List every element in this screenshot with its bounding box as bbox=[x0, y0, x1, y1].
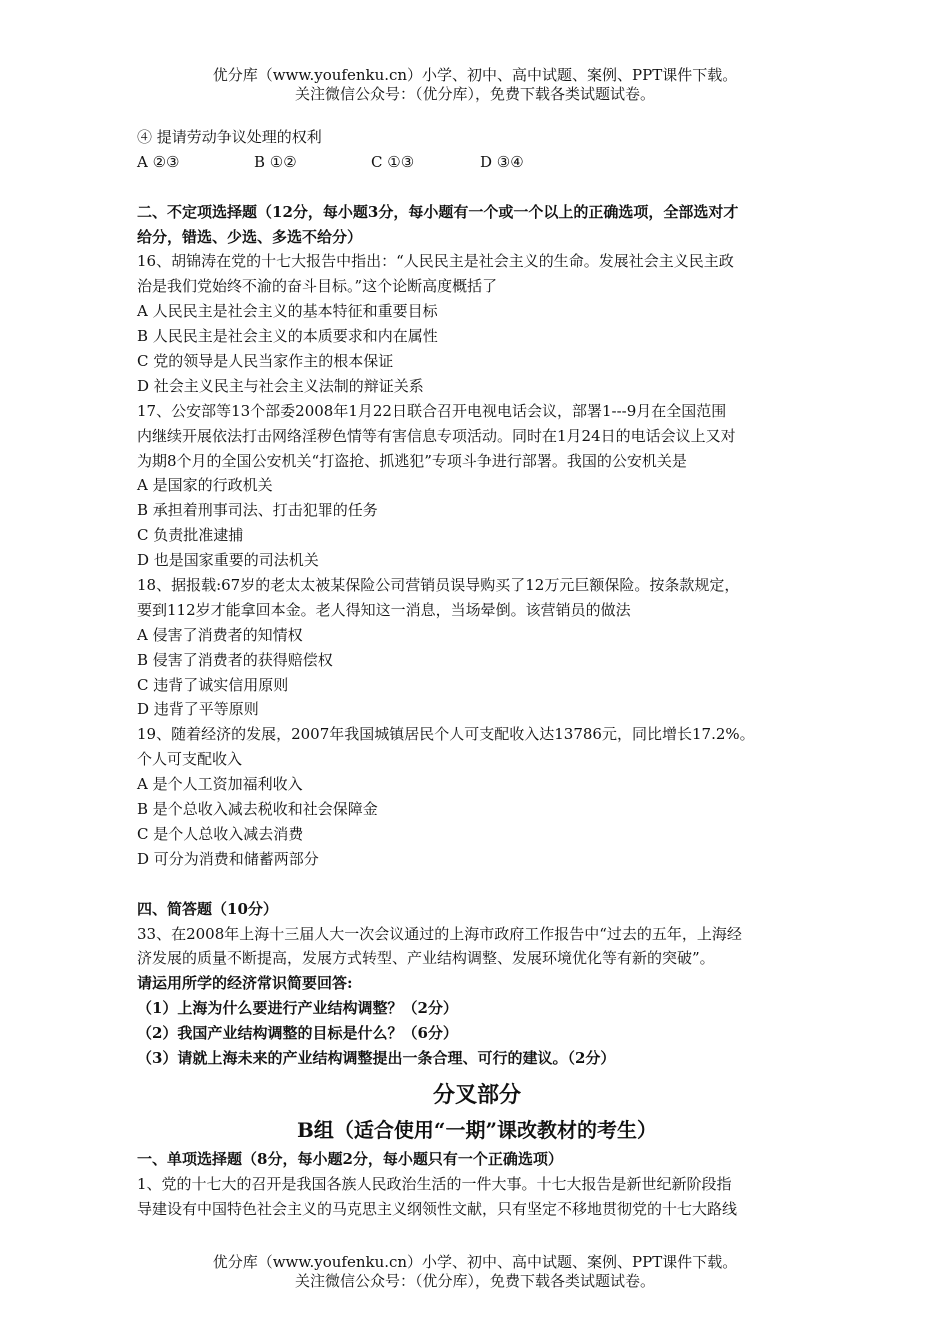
q33-stem-line2: 济发展的质量不断提高，发展方式转型、产业结构调整、发展环境优化等有新的突破”。 bbox=[137, 949, 715, 968]
q19-option-c: C 是个人总收入减去消费 bbox=[137, 824, 304, 843]
q17-option-b: B 承担着刑事司法、打击犯罪的任务 bbox=[137, 501, 378, 520]
q17-option-d: D 也是国家重要的司法机关 bbox=[137, 551, 319, 570]
q17-stem-line1: 17、公安部等13个部委2008年1月22日联合召开电视电话会议，部署1---9月在全国范围 bbox=[137, 401, 727, 420]
q16-stem-line1: 16、胡锦涛在党的十七大报告中指出：“人民民主是社会主义的生命。发展社会主义民主政 bbox=[137, 252, 734, 271]
q16-option-b: B 人民民主是社会主义的本质要求和内在属性 bbox=[137, 327, 438, 346]
q33-stem-line1: 33、在2008年上海十三届人大一次会议通过的上海市政府工作报告中“过去的五年，上海经 bbox=[137, 924, 742, 943]
q15-option-c: C ①③ bbox=[371, 152, 415, 171]
q19-option-d: D 可分为消费和储蓄两部分 bbox=[137, 849, 319, 868]
q19-option-b: B 是个总收入减去税收和社会保障金 bbox=[137, 800, 378, 819]
q17-option-c: C 负责批准逮捕 bbox=[137, 526, 244, 545]
q19-stem-line1: 19、随着经济的发展，2007年我国城镇居民个人可支配收入达13786元，同比增长17.2%。 bbox=[137, 725, 755, 744]
q33-sub-1: （1）上海为什么要进行产业结构调整？（2分） bbox=[137, 999, 458, 1018]
q18-option-a: A 侵害了消费者的知情权 bbox=[137, 625, 303, 644]
branch-section1-title: 一、单项选择题（8分，每小题2分，每小题只有一个正确选项） bbox=[137, 1149, 563, 1168]
branch-q1-line1: 1、党的十七大的召开是我国各族人民政治生活的一件大事。十七大报告是新世纪新阶段指 bbox=[137, 1174, 732, 1193]
group-b-title: B组（适合使用“一期”课改教材的考生） bbox=[297, 1117, 657, 1142]
q18-stem-line1: 18、据报载:67岁的老太太被某保险公司营销员误导购买了12万元巨额保险。按条款规定， bbox=[137, 576, 740, 595]
q15-options bbox=[137, 150, 817, 175]
q18-option-c: C 违背了诚实信用原则 bbox=[137, 675, 289, 694]
q15-option-a: A ②③ bbox=[137, 152, 180, 171]
page-footer bbox=[0, 1253, 950, 1291]
q18-stem-line2: 要到112岁才能拿回本金。老人得知这一消息，当场晕倒。该营销员的做法 bbox=[137, 600, 631, 619]
footer-line-1: 优分库（www.youfenku.cn）小学、初中、高中试题、案例、PPT课件下载。 bbox=[212, 1253, 738, 1271]
section2-title-line1: 二、不定项选择题（12分，每小题3分，每小题有一个或一个以上的正确选项，全部选对才 bbox=[137, 202, 739, 221]
q33-prompt: 请运用所学的经济常识简要回答: bbox=[137, 974, 353, 993]
header-line-1: 优分库（www.youfenku.cn）小学、初中、高中试题、案例、PPT课件下载。 bbox=[212, 66, 738, 84]
document-body bbox=[137, 125, 817, 1222]
q18-option-b: B 侵害了消费者的获得赔偿权 bbox=[137, 650, 333, 669]
q33-sub-3: （3）请就上海未来的产业结构调整提出一条合理、可行的建议。（2分） bbox=[137, 1048, 616, 1067]
section4-title: 四、简答题（10分） bbox=[137, 899, 278, 918]
q15-option-b: B ①② bbox=[254, 152, 297, 171]
page-header bbox=[0, 66, 950, 104]
q18-option-d: D 违背了平等原则 bbox=[137, 700, 259, 719]
q16-option-a: A 人民民主是社会主义的基本特征和重要目标 bbox=[137, 302, 438, 321]
q16-stem-line2: 治是我们党始终不渝的奋斗目标。”这个论断高度概括了 bbox=[137, 277, 498, 296]
q15-item-4: ④ 提请劳动争议处理的权利 bbox=[137, 128, 322, 146]
branch-q1-line2: 导建设有中国特色社会主义的马克思主义纲领性文献，只有坚定不移地贯彻党的十七大路线 bbox=[137, 1199, 738, 1218]
q19-stem-line2: 个人可支配收入 bbox=[137, 750, 243, 769]
section2-title-line2: 给分，错选、少选、多选不给分） bbox=[137, 227, 363, 246]
q16-option-d: D 社会主义民主与社会主义法制的辩证关系 bbox=[137, 376, 424, 395]
q17-stem-line3: 为期8个月的全国公安机关“打盗抢、抓逃犯”专项斗争进行部署。我国的公安机关是 bbox=[137, 451, 687, 470]
q17-option-a: A 是国家的行政机关 bbox=[137, 476, 273, 495]
branch-title: 分叉部分 bbox=[432, 1081, 521, 1108]
header-line-2: 关注微信公众号：（优分库），免费下载各类试题试卷。 bbox=[294, 85, 655, 103]
q16-option-c: C 党的领导是人民当家作主的根本保证 bbox=[137, 352, 394, 371]
footer-line-2: 关注微信公众号：（优分库），免费下载各类试题试卷。 bbox=[294, 1272, 655, 1290]
q15-option-d: D ③④ bbox=[480, 152, 524, 171]
q33-sub-2: （2）我国产业结构调整的目标是什么？（6分） bbox=[137, 1024, 458, 1043]
q19-option-a: A 是个人工资加福利收入 bbox=[137, 775, 303, 794]
q17-stem-line2: 内继续开展依法打击网络淫秽色情等有害信息专项活动。同时在1月24日的电话会议上又对 bbox=[137, 426, 736, 445]
